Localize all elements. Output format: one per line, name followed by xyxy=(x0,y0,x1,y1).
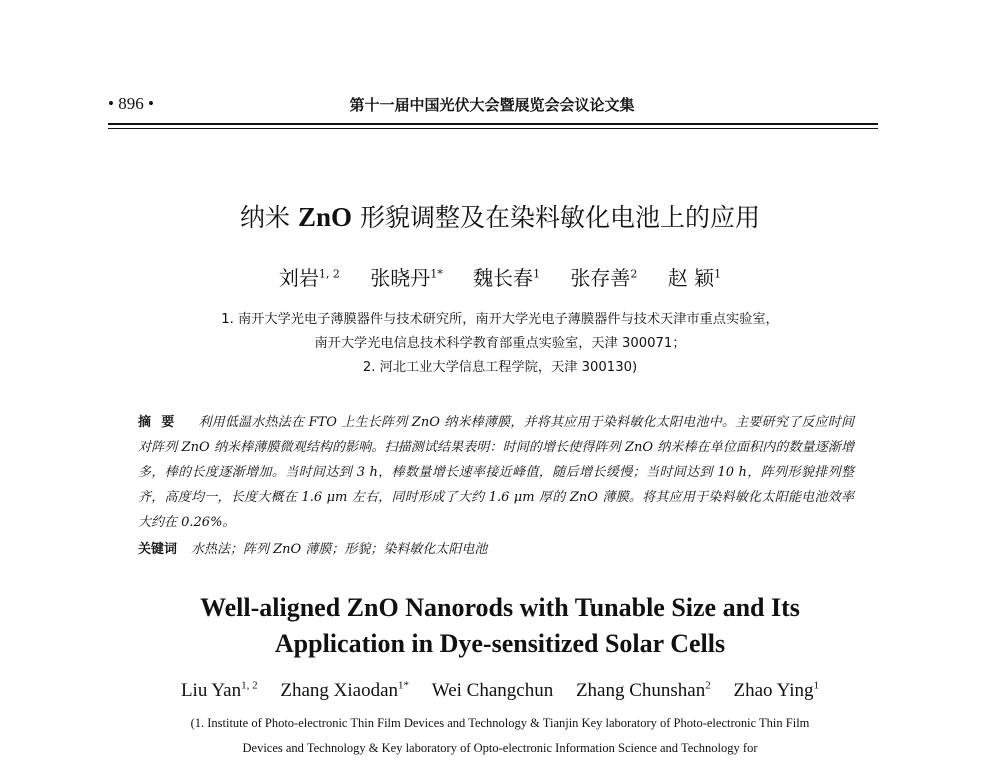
author-name: 张晓丹 xyxy=(370,266,431,290)
author-affil-mark: 2 xyxy=(705,679,711,692)
header-rule-thick xyxy=(108,123,878,125)
title-zh-prefix: 纳米 xyxy=(240,203,291,232)
author-en xyxy=(576,680,711,701)
authors-english xyxy=(0,680,1000,702)
author-name: 刘岩 xyxy=(278,266,319,290)
title-chinese xyxy=(0,198,1000,234)
abstract-chinese xyxy=(138,410,854,535)
author-zh xyxy=(668,266,721,290)
author-affil-mark: 1 xyxy=(714,267,722,281)
author-en xyxy=(181,680,258,701)
keywords-text: 水热法；阵列 ZnO 薄膜；形貌；染料敏化太阳电池 xyxy=(191,542,488,557)
title-zh-suffix: 形貌调整及在染料敏化电池上的应用 xyxy=(359,203,760,232)
affiliations-chinese xyxy=(0,308,1000,380)
affiliations-english xyxy=(0,711,1000,761)
running-title: 第十一届中国光伏大会暨展览会会议论文集 xyxy=(349,96,635,114)
keywords-chinese xyxy=(138,538,854,557)
title-english xyxy=(0,590,1000,662)
author-zh xyxy=(370,266,443,290)
header-rule-thin xyxy=(108,128,878,129)
author-affil-mark: 1* xyxy=(398,679,410,692)
author-name: 张存善 xyxy=(570,266,631,290)
author-name: Zhang Xiaodan xyxy=(280,680,399,701)
affiliation-line: Devices and Technology & Key laboratory of Opto-electronic Information Science and Technology for xyxy=(242,741,758,755)
author-en xyxy=(280,680,409,701)
author-name: Zhang Chunshan xyxy=(575,680,706,701)
author-name: 魏长春 xyxy=(473,266,534,290)
author-affil-mark: 1* xyxy=(430,267,443,281)
abstract-text: 利用低温水热法在 FTO 上生长阵列 ZnO 纳米棒薄膜，并将其应用于染料敏化太阳电池中。主要研究了反应时间对阵列 ZnO 纳米棒薄膜微观结构的影响。扫描测试结果表明：时间的增长使得阵列 ZnO 纳米棒在单位面积内的数量逐渐增多，棒的长度逐渐增加。当时间达到 3 h，棒数量增长速率接近峰值，随后增长缓慢；当时间达到 10 h，阵列形貌排列整齐，高度均一，长度大概在 1.6 μm 左右，同时形成了大约 1.6 μm 厚的 ZnO 薄膜。将其应用于染料敏化太阳能电池效率大约在 0.26%。 xyxy=(138,415,854,530)
affiliation-line: 南开大学光电信息技术科学教育部重点实验室，天津 300071； xyxy=(314,336,686,351)
affiliation-line: (1. Institute of Photo-electronic Thin Film Devices and Technology & Tianjin Key laboratory of Photo-electronic Thin Film xyxy=(190,716,810,730)
page-number: • 896 • xyxy=(108,94,154,113)
keywords-label: 关键词 xyxy=(138,542,178,557)
author-affil-mark: 2 xyxy=(630,267,638,281)
author-en xyxy=(432,680,553,701)
title-en-line-2: Application in Dye-sensitized Solar Cells xyxy=(274,629,726,658)
author-zh xyxy=(279,266,340,290)
author-affil-mark: 1, 2 xyxy=(318,267,340,281)
title-en-line-1: Well-aligned ZnO Nanorods with Tunable Size and Its xyxy=(200,593,800,622)
author-name: Wei Changchun xyxy=(431,680,554,701)
author-affil-mark: 1 xyxy=(533,267,541,281)
author-zh xyxy=(473,266,540,290)
page-header xyxy=(108,92,876,122)
author-zh xyxy=(570,266,637,290)
author-name: Liu Yan xyxy=(180,680,242,701)
author-affil-mark: 1 xyxy=(813,679,820,692)
abstract-label: 摘要 xyxy=(138,415,185,430)
authors-chinese xyxy=(0,262,1000,291)
title-zh-latin: ZnO xyxy=(297,202,353,232)
author-en xyxy=(734,680,820,701)
author-name: Zhao Ying xyxy=(733,680,814,701)
affiliation-line: 1. 南开大学光电子薄膜器件与技术研究所，南开大学光电子薄膜器件与技术天津市重点实验室， xyxy=(221,312,779,327)
affiliation-line: 2. 河北工业大学信息工程学院，天津 300130) xyxy=(362,360,638,375)
author-affil-mark: 1, 2 xyxy=(241,679,258,692)
author-name: 赵 颖 xyxy=(667,266,715,290)
